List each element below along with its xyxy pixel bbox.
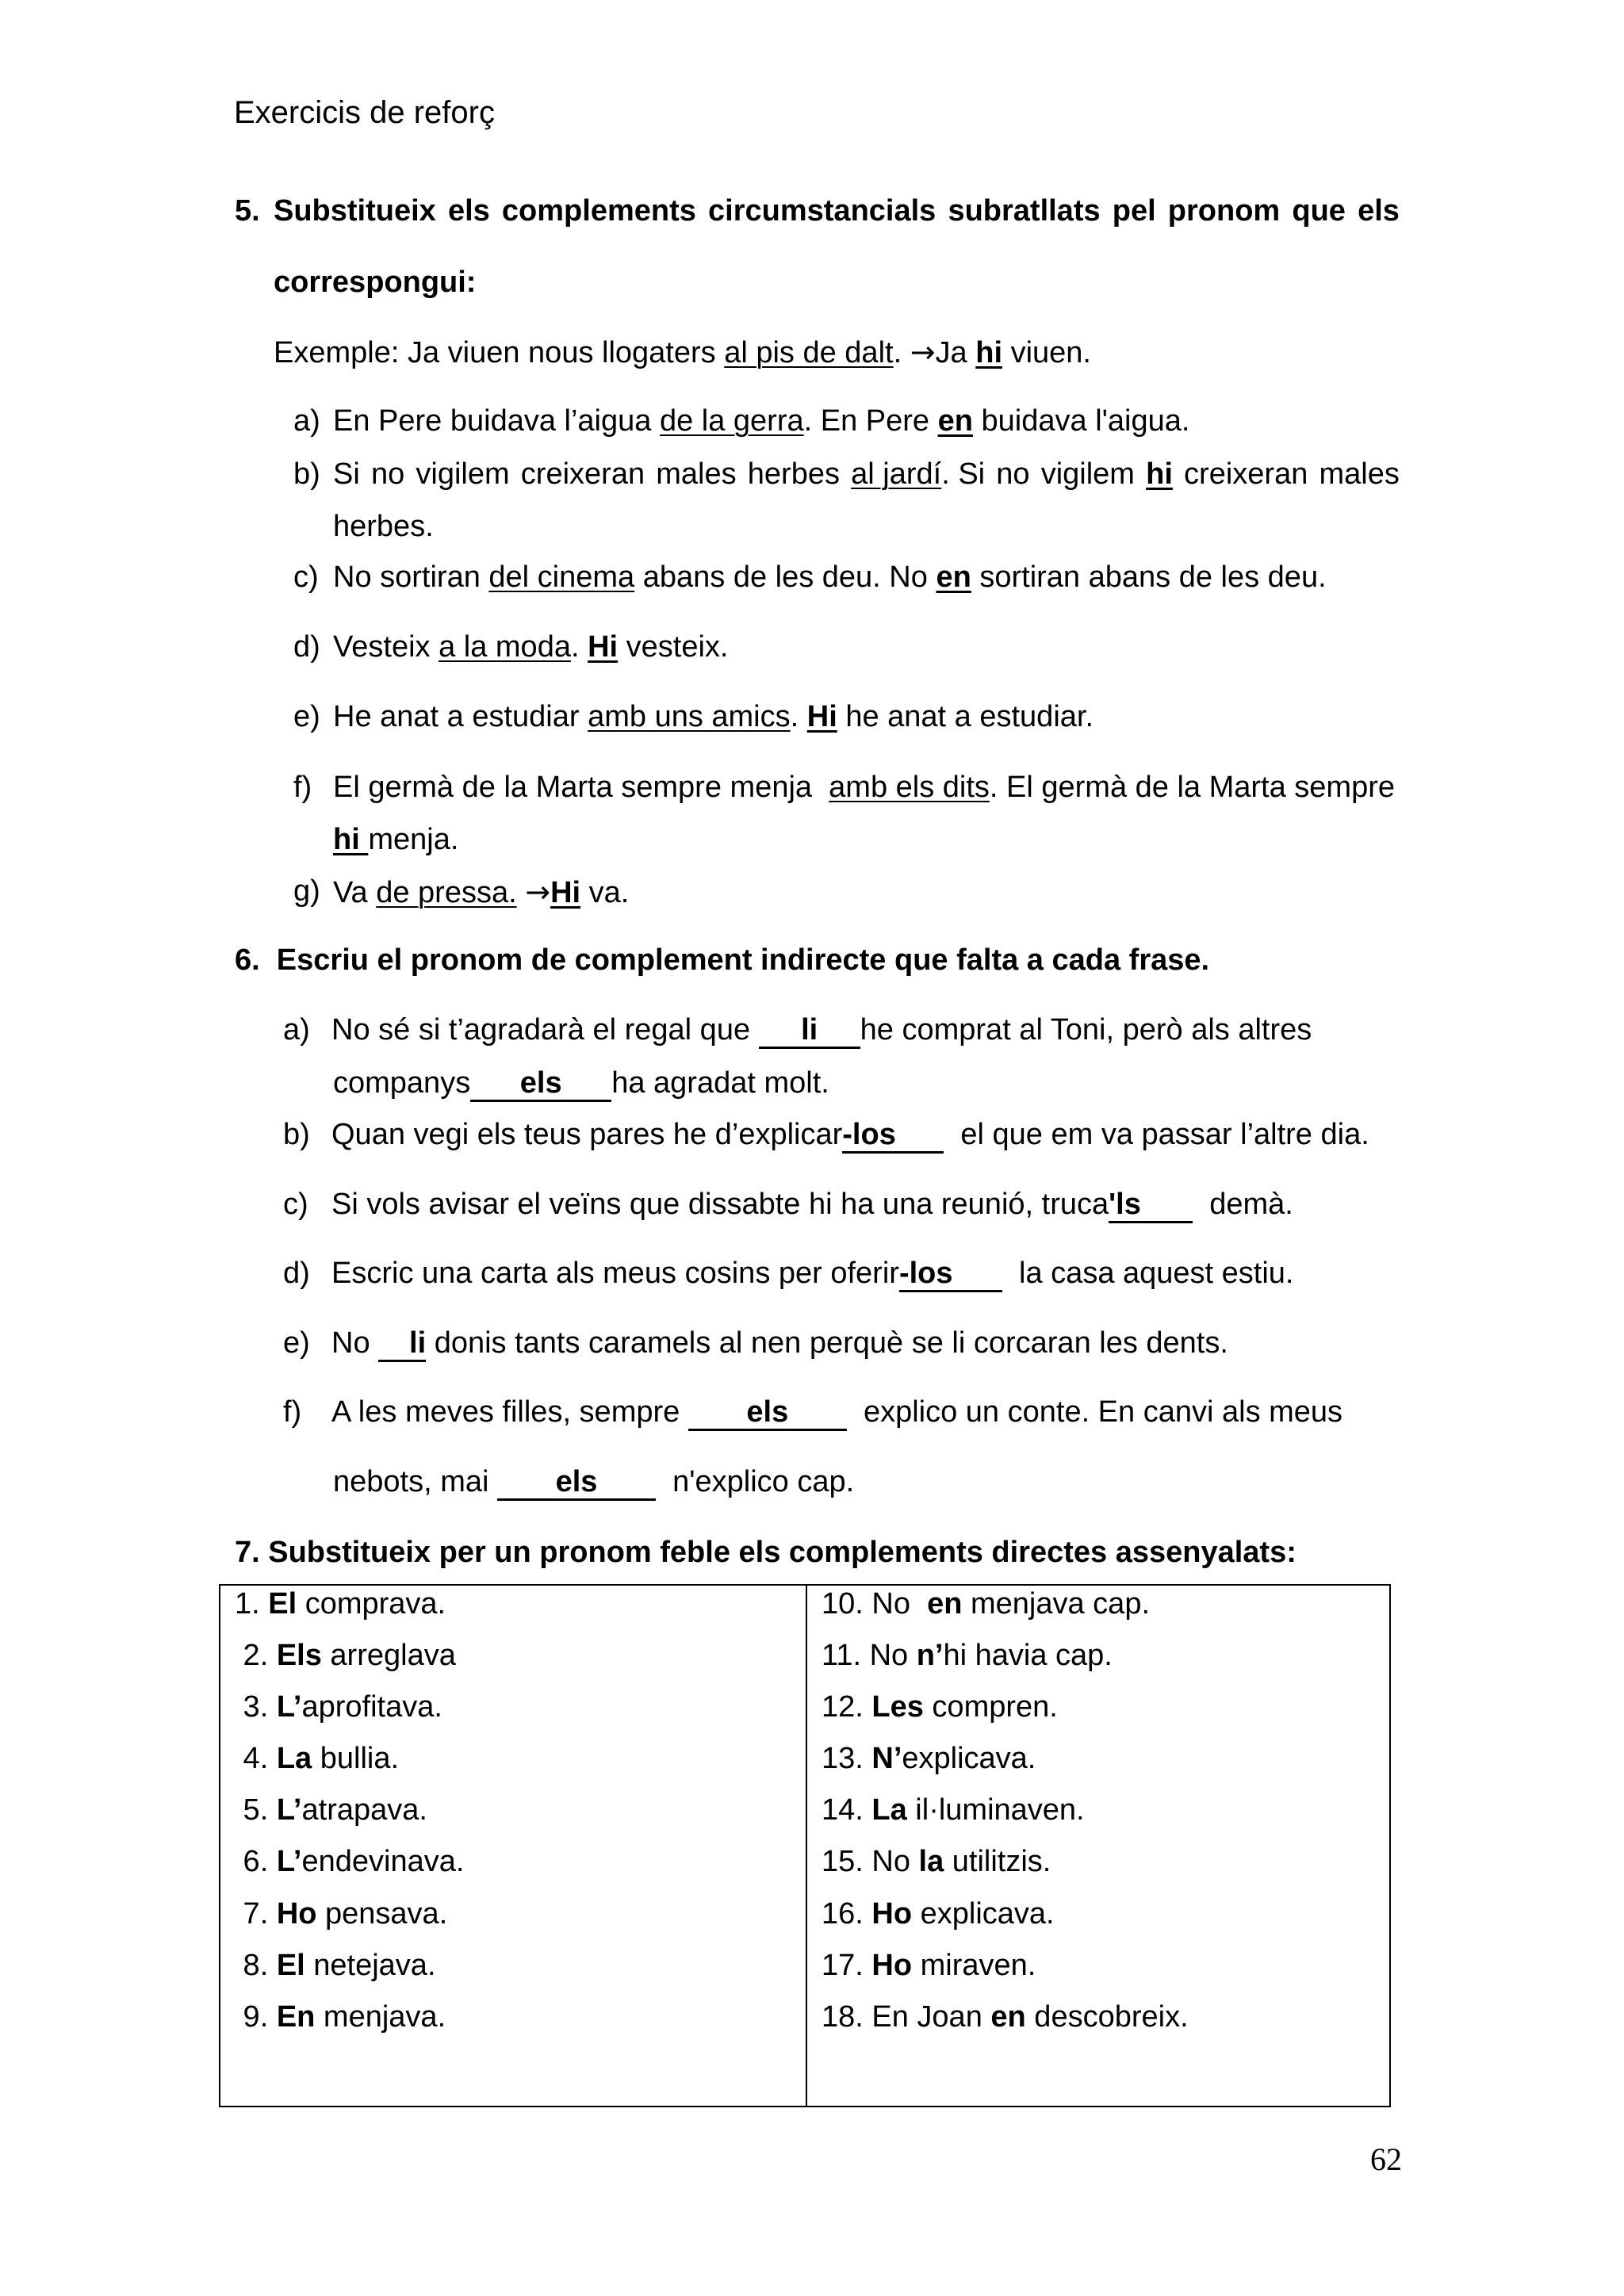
table-cell: 13. N’explicava. xyxy=(822,1742,1036,1775)
answer-blank: els xyxy=(688,1397,847,1431)
ex6-item-d: Escric una carta als meus cosins per oferir-los la casa aquest estiu. xyxy=(331,1257,1294,1292)
ex6-item-f-line1: A les meves filles, sempre els explico un conte. En canvi als meus xyxy=(331,1395,1342,1431)
ex5-item-c: No sortiran del cinema abans de les deu. No en sortiran abans de les deu. xyxy=(333,561,1327,594)
table-cell: 7. Ho pensava. xyxy=(235,1897,448,1931)
ex6-item-a-line1: No sé si t’agradarà el regal que li he comprat al Toni, però als altres xyxy=(331,1013,1312,1049)
table-cell: 14. La il·luminaven. xyxy=(822,1793,1085,1827)
ex6-item-c-label: c) xyxy=(283,1188,308,1221)
answer-blank: els xyxy=(497,1467,656,1501)
ex6-item-f-label: f) xyxy=(283,1395,302,1429)
table-column-divider xyxy=(806,1586,807,2106)
answer-blank: li xyxy=(378,1328,426,1362)
ex6-item-f-line2: nebots, mai els n'explico cap. xyxy=(333,1465,854,1501)
ex6-item-d-label: d) xyxy=(283,1257,310,1290)
table-cell: 5. L’atrapava. xyxy=(235,1793,427,1827)
ex7-title: 7. Substitueix per un pronom feble els complements directes assenyalats: xyxy=(235,1536,1297,1569)
answer-blank: els xyxy=(470,1068,611,1102)
table-cell: 3. L’aprofitava. xyxy=(235,1690,442,1724)
ex6-item-c: Si vols avisar el veïns que dissabte hi ha una reunió, truca'ls demà. xyxy=(331,1188,1293,1223)
ex6-item-b-label: b) xyxy=(283,1118,310,1151)
ex5-item-a-label: a) xyxy=(293,404,320,438)
ex5-item-f-line2: hi menja. xyxy=(333,823,459,856)
table-cell: 4. La bullia. xyxy=(235,1742,400,1775)
right-arrow-icon: → xyxy=(910,335,936,369)
ex5-item-b-label: b) xyxy=(293,457,320,491)
ex7-answer-table xyxy=(219,1584,1391,2107)
ex5-item-e: He anat a estudiar amb uns amics. Hi he anat a estudiar. xyxy=(333,700,1094,733)
ex5-item-d-label: d) xyxy=(293,630,320,664)
table-cell: 2. Els arreglava xyxy=(235,1639,456,1672)
page-header: Exercicis de reforç xyxy=(234,95,495,130)
ex6-item-a-label: a) xyxy=(283,1013,310,1047)
ex5-item-b-line1: Si no vigilem creixeran males herbes al jardí. Si no vigilem hi creixeran males xyxy=(333,457,1400,491)
ex6-item-e: No li donis tants caramels al nen perquè se li corcaran les dents. xyxy=(331,1326,1228,1362)
answer-blank: -los xyxy=(842,1119,944,1154)
table-cell: 9. En menjava. xyxy=(235,2000,446,2034)
table-cell: 6. L’endevinava. xyxy=(235,1845,465,1878)
ex5-number: 5. xyxy=(235,194,260,228)
table-cell: 18. En Joan en descobreix. xyxy=(822,2000,1189,2034)
ex6-item-b: Quan vegi els teus pares he d’explicar-los el que em va passar l’altre dia. xyxy=(331,1118,1369,1154)
answer-blank: -los xyxy=(899,1258,1002,1292)
ex5-item-d: Vesteix a la moda. Hi vesteix. xyxy=(333,630,729,664)
ex6-item-a-line2: companys els ha agradat molt. xyxy=(333,1066,829,1102)
answer-blank: 'ls xyxy=(1109,1189,1193,1223)
ex5-title-line1: Substitueix els complements circumstancials subratllats pel pronom que els xyxy=(274,194,1400,228)
ex5-item-g-label: g) xyxy=(293,874,320,908)
answer-blank: li xyxy=(759,1015,860,1049)
ex5-item-c-label: c) xyxy=(293,561,319,594)
ex5-title-line2: correspongui: xyxy=(274,266,477,299)
ex5-item-f-line1: El germà de la Marta sempre menja amb els dits. El germà de la Marta sempre xyxy=(333,771,1395,804)
table-cell: 12. Les compren. xyxy=(822,1690,1058,1724)
table-cell: 11. No n’hi havia cap. xyxy=(822,1639,1113,1672)
ex5-item-g: Va de pressa. →Hi va. xyxy=(333,874,630,909)
table-cell: 1. El comprava. xyxy=(235,1587,446,1621)
ex6-title: 6. Escriu el pronom de complement indirecte que falta a cada frase. xyxy=(235,943,1210,977)
ex5-item-a: En Pere buidava l’aigua de la gerra. En Pere en buidava l'aigua. xyxy=(333,404,1190,438)
table-cell: 16. Ho explicava. xyxy=(822,1897,1055,1931)
ex5-item-e-label: e) xyxy=(293,700,320,733)
ex5-example: Exemple: Ja viuen nous llogaters al pis de dalt. →Ja hi viuen. xyxy=(274,335,1091,369)
table-cell: 8. El netejava. xyxy=(235,1949,436,1982)
table-cell: 10. No en menjava cap. xyxy=(822,1587,1151,1621)
right-arrow-icon: → xyxy=(525,874,551,909)
table-cell: 17. Ho miraven. xyxy=(822,1949,1036,1982)
ex6-item-e-label: e) xyxy=(283,1326,310,1360)
ex5-item-f-label: f) xyxy=(293,771,312,804)
ex5-item-b-line2: herbes. xyxy=(333,510,434,543)
table-cell: 15. No la utilitzis. xyxy=(822,1845,1051,1878)
page-number: 62 xyxy=(1370,2141,1402,2177)
